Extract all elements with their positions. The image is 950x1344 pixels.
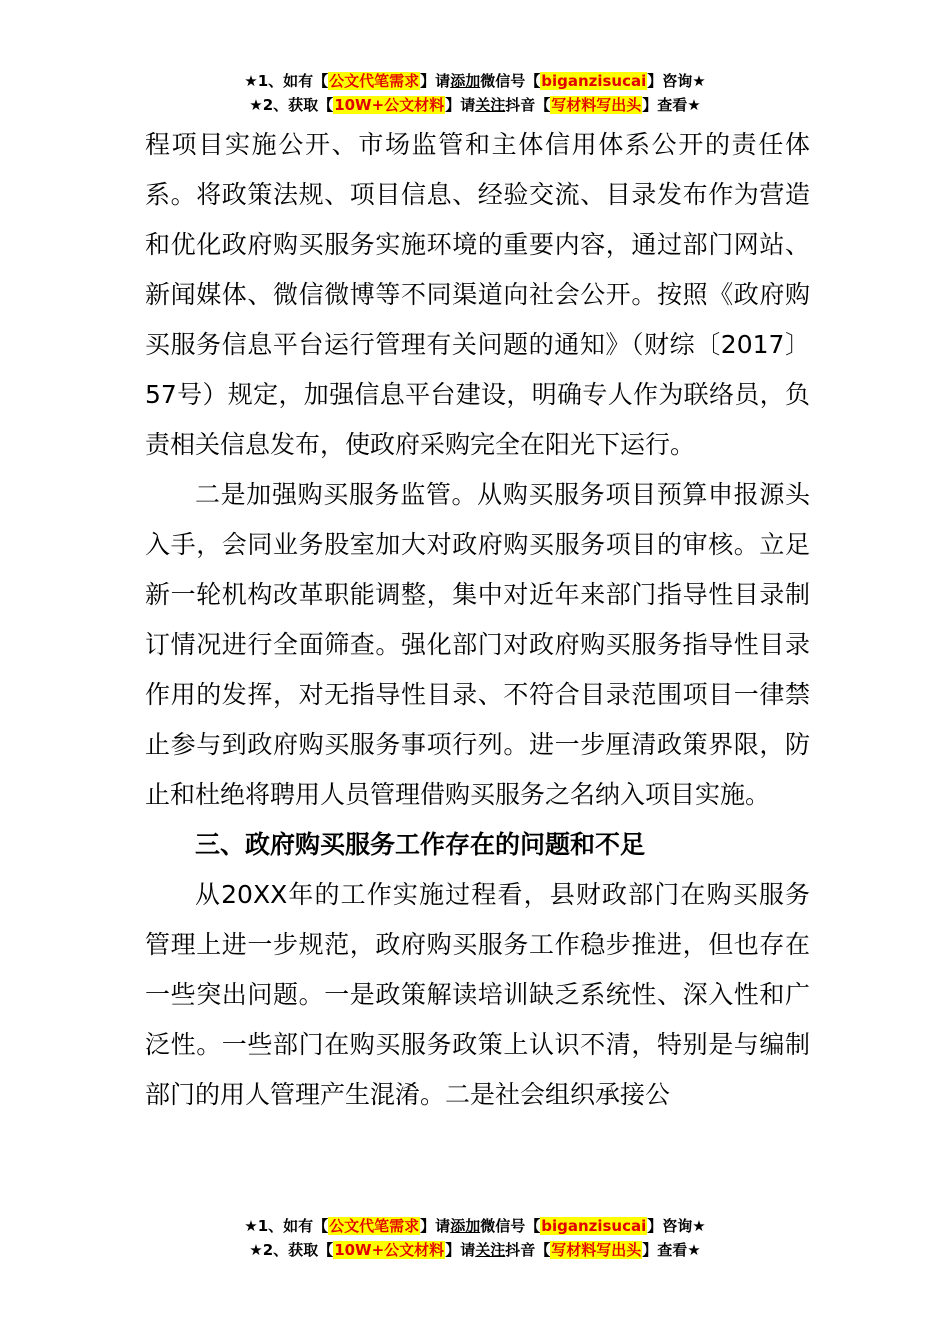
document-body — [145, 120, 810, 1120]
highlight-wechat-id: biganzisucai — [541, 1217, 647, 1235]
paragraph-problems: 从20XX年的工作实施过程看，县财政部门在购买服务管理上进一步规范，政府购买服务工作稳步推进，但也存在一些突出问题。一是政策解读培训缺乏系统性、深入性和广泛性。一些部门在购买服务政策上认识不清，特别是与编制部门的用人管理产生混淆。二是社会组织承接公 — [145, 880, 810, 1109]
banner-line-2 — [0, 1240, 950, 1264]
highlight-douyin-account: 写材料写出头 — [551, 96, 642, 114]
banner-line-2 — [0, 95, 950, 119]
banner-text: ★2、获取【 — [249, 1241, 334, 1259]
banner-text: 】请 — [420, 1217, 451, 1235]
highlight-service: 公文代笔需求 — [329, 72, 420, 90]
banner-text: 】请 — [445, 1241, 476, 1259]
banner-text: 微信号【 — [480, 1217, 541, 1235]
banner-underlined-text: 添加 — [450, 1217, 481, 1235]
banner-text: 】请 — [445, 96, 476, 114]
banner-text: ★2、获取【 — [249, 96, 334, 114]
highlight-douyin-account: 写材料写出头 — [551, 1241, 642, 1259]
banner-text: 】请 — [420, 72, 451, 90]
highlight-wechat-id: biganzisucai — [541, 72, 647, 90]
banner-text: 】咨询★ — [647, 1217, 706, 1235]
highlight-service: 公文代笔需求 — [329, 1217, 420, 1235]
highlight-materials: 10W+公文材料 — [334, 96, 445, 114]
banner-text: 微信号【 — [480, 72, 541, 90]
paragraph-supervision: 二是加强购买服务监管。从购买服务项目预算申报源头入手，会同业务股室加大对政府购买服务项目的审核。立足新一轮机构改革职能调整，集中对近年来部门指导性目录制订情况进行全面筛查。强化部门对政府购买服务指导性目录作用的发挥，对无指导性目录、不符合目录范围项目一律禁止参与到政府购买服务事项行列。进一步厘清政策界限，防止和杜绝将聘用人员管理借购买服务之名纳入项目实施。 — [145, 480, 810, 809]
banner-underlined-text: 关注 — [475, 96, 506, 114]
banner-text: 】查看★ — [642, 1241, 701, 1259]
banner-line-1 — [0, 71, 950, 95]
banner-text: 抖音【 — [505, 96, 551, 114]
banner-underlined-text: 添加 — [450, 72, 481, 90]
paragraph-continuation: 程项目实施公开、市场监管和主体信用体系公开的责任体系。将政策法规、项目信息、经验交流、目录发布作为营造和优化政府购买服务实施环境的重要内容，通过部门网站、新闻媒体、微信微博等不同渠道向社会公开。按照《政府购买服务信息平台运行管理有关问题的通知》（财综〔2017〕57号）规定，加强信息平台建设，明确专人作为联络员，负责相关信息发布，使政府采购完全在阳光下运行。 — [145, 130, 810, 459]
banner-text: ★1、如有【 — [244, 1217, 329, 1235]
banner-line-1 — [0, 1216, 950, 1240]
banner-text: 】查看★ — [642, 96, 701, 114]
highlight-materials: 10W+公文材料 — [334, 1241, 445, 1259]
banner-text: 】咨询★ — [647, 72, 706, 90]
banner-text: 抖音【 — [505, 1241, 551, 1259]
banner-underlined-text: 关注 — [475, 1241, 506, 1259]
header-banner — [0, 71, 950, 119]
banner-text: ★1、如有【 — [244, 72, 329, 90]
section-heading: 三、政府购买服务工作存在的问题和不足 — [195, 830, 646, 859]
footer-banner — [0, 1216, 950, 1264]
